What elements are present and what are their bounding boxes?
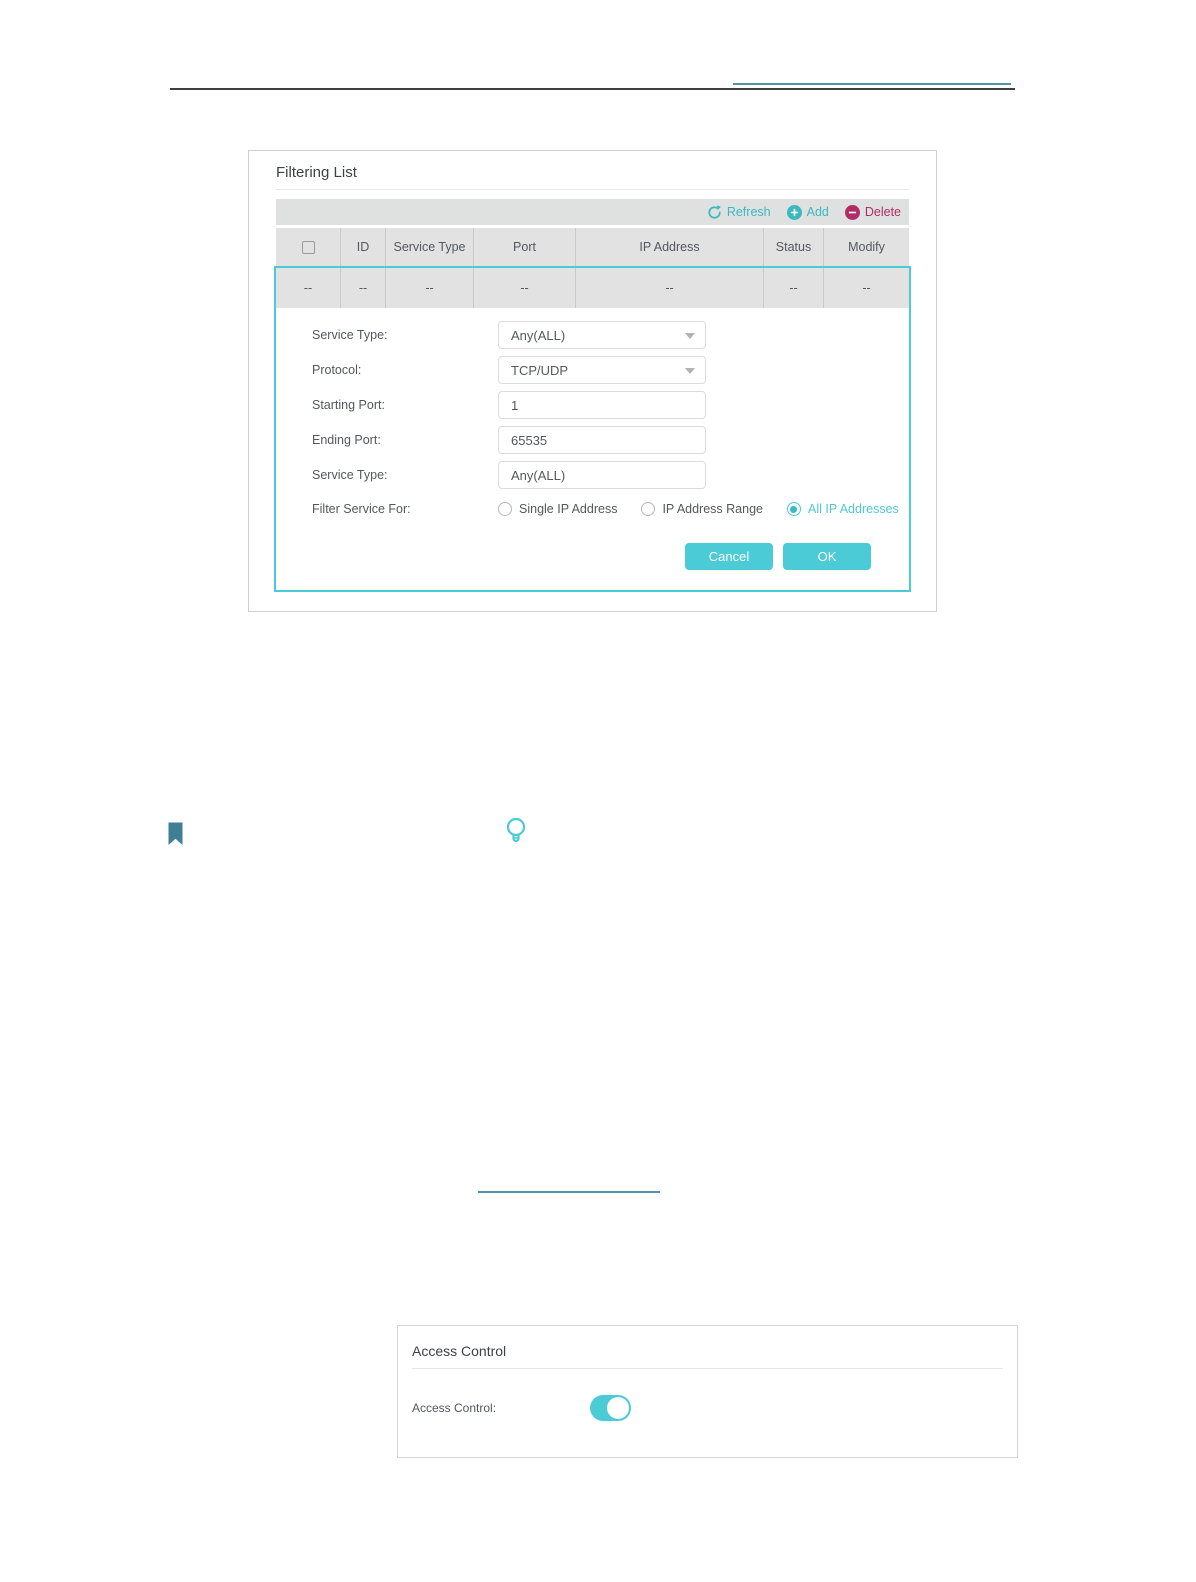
row-cell-service-type: -- — [385, 268, 473, 308]
filter-service-for-label: Filter Service For: — [312, 502, 411, 516]
chevron-down-icon — [685, 333, 695, 339]
radio-icon-selected — [787, 502, 801, 516]
refresh-label: Refresh — [726, 205, 771, 219]
ending-port-label: Ending Port: — [312, 433, 381, 447]
header-cell-ip-address: IP Address — [575, 228, 763, 266]
header-cell-modify: Modify — [823, 228, 909, 266]
add-button[interactable] — [787, 205, 829, 220]
header-cell-status: Status — [763, 228, 823, 266]
title-divider — [412, 1368, 1003, 1369]
service-type-label: Service Type: — [312, 328, 388, 342]
radio-label: Single IP Address — [519, 502, 618, 516]
delete-icon — [845, 205, 860, 220]
delete-label: Delete — [864, 205, 901, 219]
starting-port-input[interactable] — [498, 391, 706, 419]
protocol-label: Protocol: — [312, 363, 362, 377]
row-cell-status: -- — [763, 268, 823, 308]
access-control-toggle-label: Access Control: — [412, 1401, 497, 1415]
chevron-down-icon — [685, 368, 695, 374]
delete-button[interactable] — [845, 205, 901, 220]
row-cell-port: -- — [473, 268, 575, 308]
filtering-list-title: Filtering List — [276, 164, 357, 181]
header-cell-port: Port — [473, 228, 575, 266]
ending-port-input[interactable] — [498, 426, 706, 454]
tips-lightbulb-icon — [504, 816, 528, 853]
add-icon — [787, 205, 802, 220]
radio-icon — [498, 502, 512, 516]
note-bookmark-icon — [168, 822, 183, 851]
access-control-toggle[interactable] — [590, 1395, 631, 1421]
header-cell-id: ID — [340, 228, 385, 266]
filtering-list-panel — [248, 150, 937, 612]
filter-service-for-group — [498, 502, 899, 516]
radio-single-ip-address[interactable] — [498, 502, 617, 516]
hyperlink-underline[interactable] — [478, 1191, 660, 1193]
protocol-value: TCP/UDP — [511, 362, 569, 378]
row-cell-ip-address: -- — [575, 268, 763, 308]
row-cell-checkbox: -- — [303, 281, 313, 295]
page-header-link-underline — [733, 83, 1011, 85]
header-cell-checkbox — [276, 228, 340, 266]
service-type2-label: Service Type: — [312, 468, 388, 482]
table-header-row — [276, 228, 909, 266]
select-all-checkbox[interactable] — [302, 241, 315, 254]
radio-all-ip-addresses[interactable] — [787, 502, 899, 516]
page-header-rule — [170, 88, 1015, 90]
ok-button[interactable]: OK — [783, 543, 871, 570]
add-label: Add — [806, 205, 829, 219]
cancel-button[interactable]: Cancel — [685, 543, 773, 570]
toggle-knob — [607, 1397, 629, 1419]
refresh-icon — [707, 205, 722, 220]
edit-form — [276, 308, 909, 590]
table-row — [276, 268, 909, 308]
starting-port-label: Starting Port: — [312, 398, 385, 412]
protocol-select[interactable] — [498, 356, 706, 384]
refresh-button[interactable] — [707, 205, 771, 220]
service-type-select[interactable] — [498, 321, 706, 349]
header-cell-service-type: Service Type — [385, 228, 473, 266]
row-cell-id: -- — [340, 268, 385, 308]
service-type-input[interactable] — [498, 461, 706, 489]
edit-panel — [274, 266, 911, 592]
row-cell-modify: -- — [823, 268, 909, 308]
access-control-title: Access Control — [412, 1343, 507, 1359]
table-toolbar — [276, 199, 909, 225]
radio-label: All IP Addresses — [807, 502, 899, 516]
radio-label: IP Address Range — [662, 502, 763, 516]
service-type-value: Any(ALL) — [511, 327, 566, 343]
access-control-panel — [397, 1325, 1018, 1458]
radio-ip-address-range[interactable] — [641, 502, 763, 516]
title-divider — [276, 189, 909, 190]
radio-icon — [641, 502, 655, 516]
